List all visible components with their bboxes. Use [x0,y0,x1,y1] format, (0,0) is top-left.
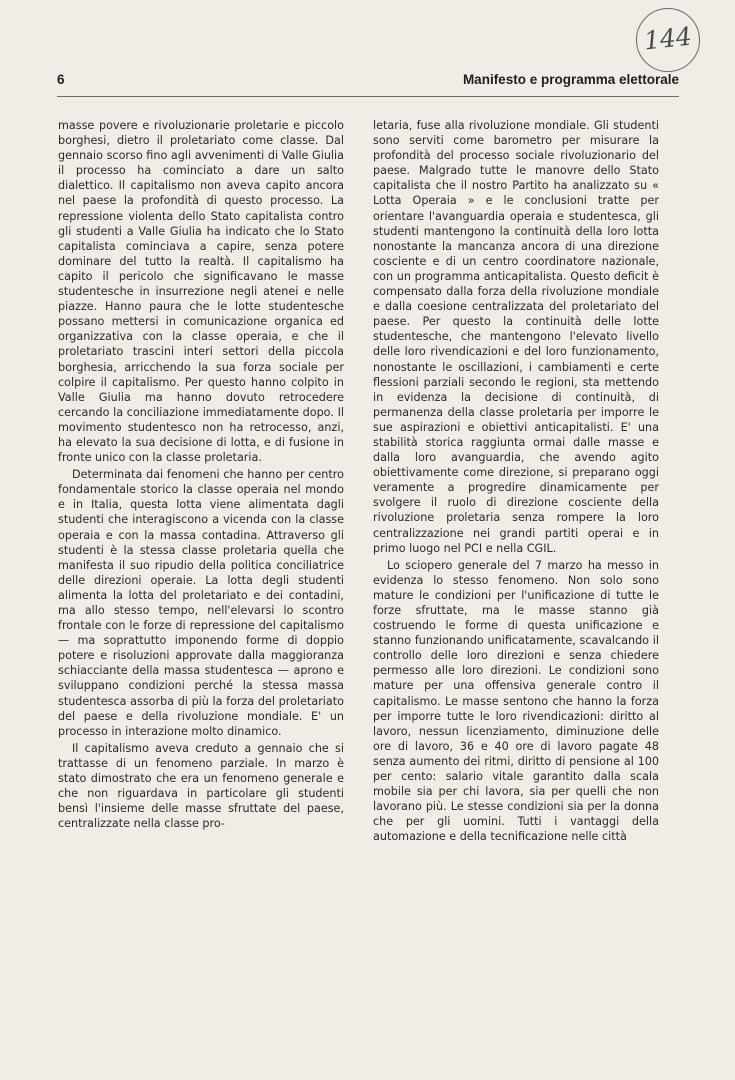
right-paragraph-2: Lo sciopero generale del 7 marzo ha messo in evidenza lo stesso fenomeno. Non solo sono mature le condizioni per l'unificazione di tutte le forze sfruttate, ma le masse stanno già costruendo le forme di questa unificazione e stanno funzionando unificatamente, scavalcando il controllo delle loro direzioni e senza chiedere permesso alle loro direzioni. Le condizioni sono mature per una offensiva generale contro il capitalismo. Le masse sentono che hanno la forza per imporre tutte le loro rivendicazioni: diritto al lavoro, nessun licenziamento, diminuzione delle ore di lavoro, 36 e 40 ore di lavoro pagate 48 senza aumento dei ritmi, diritto di pensione al 100 per cento: salario vitale garantito dalla scala mobile sia per chi lavora, sia per quelli che non lavorano più. Le stesse condizioni sia per la donna che per gli uomini. Tutti i vantaggi della automazione e della tecnificazione nelle città [373,558,659,844]
right-paragraph-1: letaria, fuse alla rivoluzione mondiale. Gli studenti sono serviti come barometro per misurare la profondità del processo sociale rivoluzionario del paese. Malgrado tutte le manovre dello Stato capitalista che il nostro Partito ha analizzato su « Lotta Operaia » e le conclusioni tratte per orientare l'avanguardia operaia e studentesca, gli studenti mantengono la continuità della loro lotta nonostante la mancanza ancora di una direzione cosciente e di un centro coordinatore nazionale, con un programma anticapitalista. Questo deficit è compensato dalla forza della rivoluzione mondiale e dalla coesione centralizzata del proletariato del paese. Per questo la continuità delle lotte studentesche, che mantengono l'elevato livello delle loro rivendicazioni e del loro funzionamento, nonostante le oscillazioni, i cambiamenti e certe flessioni parziali secondo le regioni, sta mettendo in evidenza la decisione di continuità, di permanenza della classe proletaria per imporre le sue aspirazioni e obiettivi anticapitalisti. E' una stabilità storica raggiunta ormai dalle masse e dalla loro avanguardia, che avendo agito obiettivamente come direzione, si preparano oggi veramente a progredire dinamicamente per svolgere il ruolo di direzione cosciente della rivoluzione proletaria senza rompere la loro centralizzazione nei grandi partiti operai e in primo luogo nel PCI e nella CGIL. [373,119,659,555]
right-column [373,118,659,845]
header-rule [57,96,679,97]
left-column [58,118,344,831]
archive-number-stamp: 144 [633,5,703,75]
page-number: 6 [57,72,65,87]
running-title: Manifesto e programma elettorale [462,72,679,87]
left-paragraph-2: Determinata dai fenomeni che hanno per centro fondamentale storico la classe operaia nel mondo e in Italia, questa lotta viene alimentata dagli studenti che interagiscono a vicenda con la classe operaia e con la massa contadina. Attraverso gli studenti è la stessa classe proletaria quella che manifesta il suo ripudio della politica conciliatrice delle direzioni operaie. La lotta degli studenti alimenta la lotta del proletariato e dei contadini, ma allo stesso tempo, nell'elevarsi lo scontro frontale con le forze di repressione del capitalismo — ma soprattutto imponendo forme di doppio potere e risoluzioni approvate dalla maggioranza schiacciante della massa studentesca — aprono e sviluppano condizioni perché la stessa massa studentesca assorba di più la forza del proletariato del paese e della rivoluzione mondiale. E' un processo in interazione molto dinamico. [58,468,344,738]
left-paragraph-1: masse povere e rivoluzionarie proletarie e piccolo borghesi, dietro il proletariato come classe. Dal gennaio scorso fino agli avvenimenti di Valle Giulia il processo ha cominciato a dare un salto dialettico. Il capitalismo non aveva capito ancora nel paese la profondità di questo processo. La repressione violenta dello Stato capitalista contro gli studenti a Valle Giulia ha indicato che lo Stato capitalista cominciava a capire, senza potere dominare del tutto la realtà. Il capitalismo ha capito il pericolo che significavano le masse studentesche in insurrezione negli atenei e nelle piazze. Hanno paura che le lotte studentesche possano mettersi in comunicazione organica ed organizzativa con la classe operaia, e che il proletariato trascini interi settori della piccola borghesia, arricchendo la sua forza sociale per colpire il capitalismo. Per questo hanno colpito in Valle Giulia ma hanno dovuto retrocedere cercando la conciliazione immediatamente dopo. Il movimento studentesco non ha retrocesso, anzi, ha elevato la sua decisione di lotta, e di fusione in fronte unico con la classe proletaria. [58,119,344,465]
left-paragraph-3: Il capitalismo aveva creduto a gennaio che si trattasse di un fenomeno parziale. In marzo è stato dimostrato che era un fenomeno generale e che non riguardava in particolare gli studenti bensì l'insieme delle masse sfruttate del paese, centralizzate nella classe pro- [58,741,344,831]
